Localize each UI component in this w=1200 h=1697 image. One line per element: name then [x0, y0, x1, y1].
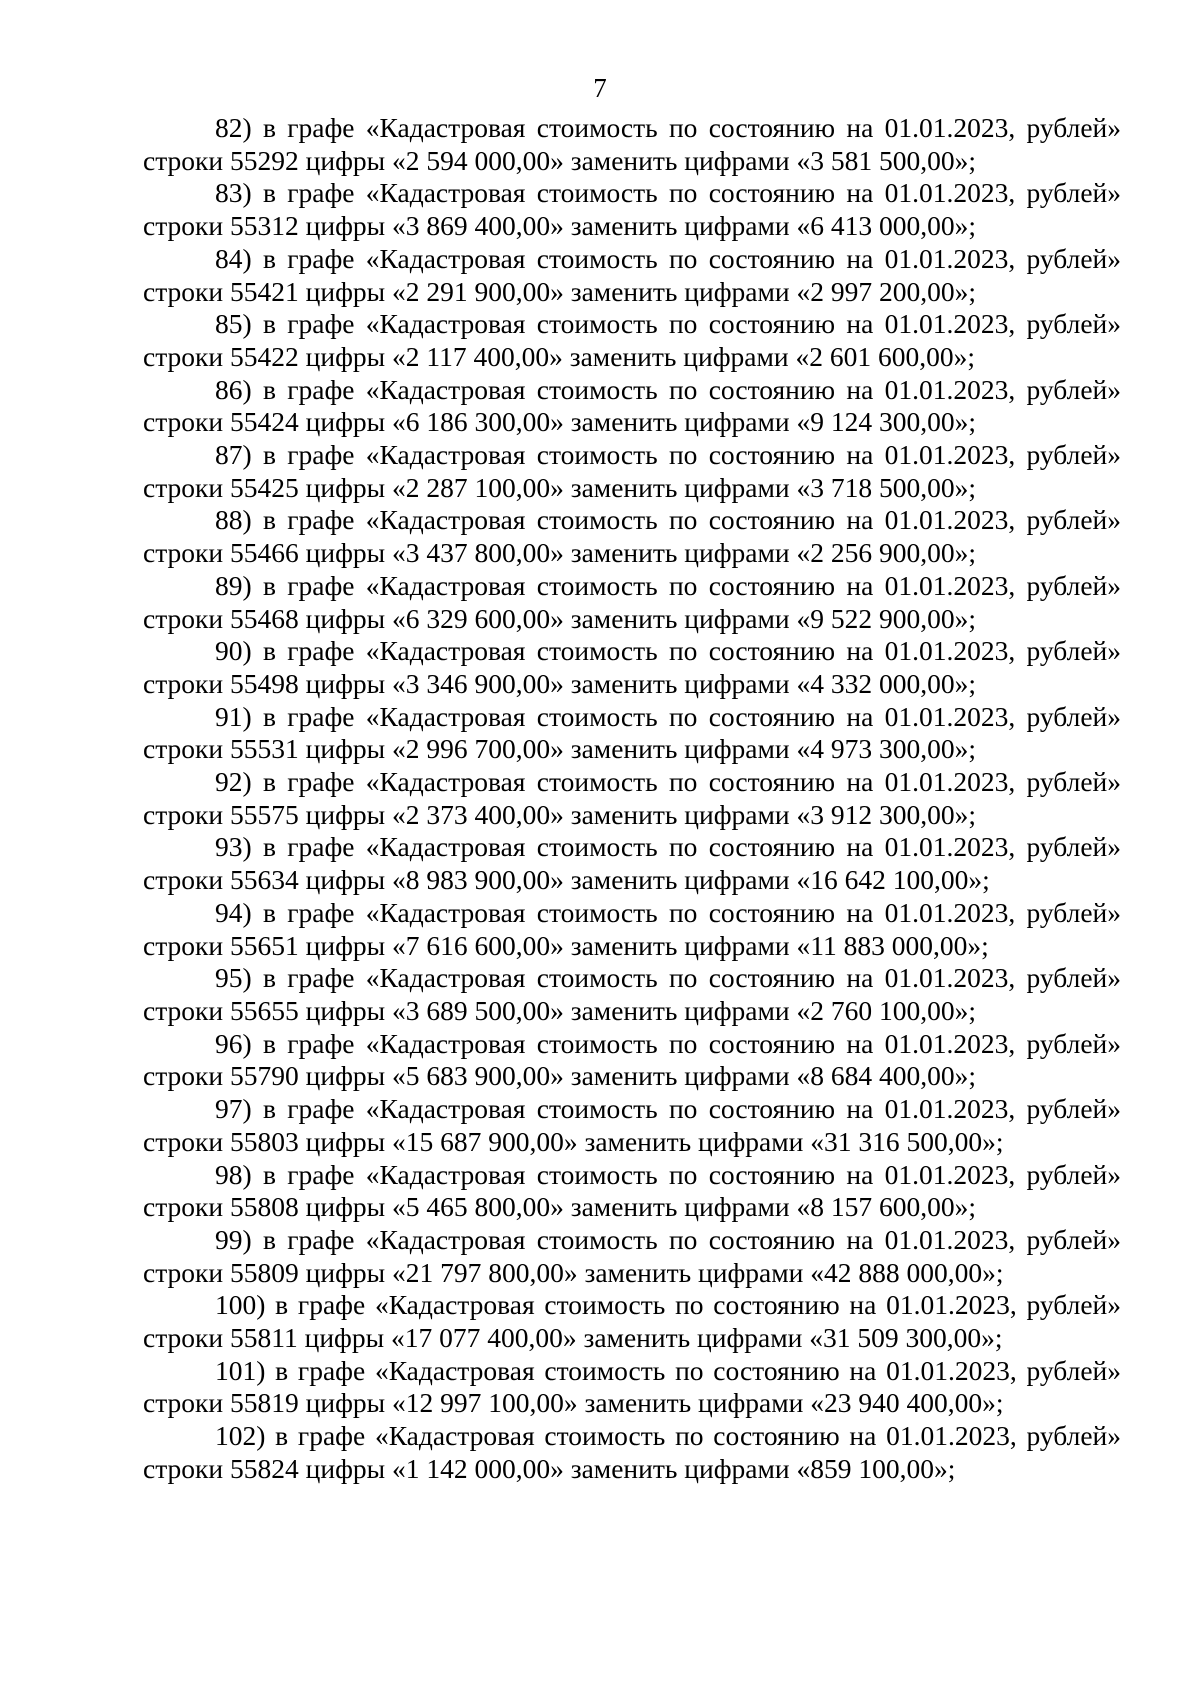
amendment-item: 88) в графе «Кадастровая стоимость по состоянию на 01.01.2023, рублей» строки 55466 цифры «3 437 800,00» заменить цифрами «2 256 900,00»; — [143, 504, 1121, 569]
amendment-item: 95) в графе «Кадастровая стоимость по состоянию на 01.01.2023, рублей» строки 55655 цифры «3 689 500,00» заменить цифрами «2 760 100,00»; — [143, 962, 1121, 1026]
amendment-item: 94) в графе «Кадастровая стоимость по состоянию на 01.01.2023, рублей» строки 55651 цифры «7 616 600,00» заменить цифрами «11 883 000,00»; — [143, 896, 1121, 961]
amendment-item: 92) в графе «Кадастровая стоимость по состоянию на 01.01.2023, рублей» строки 55575 цифры «2 373 400,00» заменить цифрами «3 912 300,00»; — [143, 766, 1121, 830]
amendment-item: 83) в графе «Кадастровая стоимость по состоянию на 01.01.2023, рублей» строки 55312 цифры «3 869 400,00» заменить цифрами «6 413 000,00»; — [143, 177, 1121, 242]
amendment-item: 85) в графе «Кадастровая стоимость по состоянию на 01.01.2023, рублей» строки 55422 цифры «2 117 400,00» заменить цифрами «2 601 600,00»; — [143, 308, 1121, 372]
amendment-item: 93) в графе «Кадастровая стоимость по состоянию на 01.01.2023, рублей» строки 55634 цифры «8 983 900,00» заменить цифрами «16 642 100,00»; — [143, 831, 1121, 896]
amendment-item: 90) в графе «Кадастровая стоимость по состоянию на 01.01.2023, рублей» строки 55498 цифры «3 346 900,00» заменить цифрами «4 332 000,00»; — [143, 635, 1121, 699]
amendment-item: 82) в графе «Кадастровая стоимость по состоянию на 01.01.2023, рублей» строки 55292 цифры «2 594 000,00» заменить цифрами «3 581 500,00»; — [143, 112, 1121, 176]
document-body — [143, 112, 1121, 1486]
amendment-item: 91) в графе «Кадастровая стоимость по состоянию на 01.01.2023, рублей» строки 55531 цифры «2 996 700,00» заменить цифрами «4 973 300,00»; — [143, 700, 1121, 765]
amendment-item: 89) в графе «Кадастровая стоимость по состоянию на 01.01.2023, рублей» строки 55468 цифры «6 329 600,00» заменить цифрами «9 522 900,00»; — [143, 569, 1121, 634]
amendment-item: 86) в графе «Кадастровая стоимость по состоянию на 01.01.2023, рублей» строки 55424 цифры «6 186 300,00» заменить цифрами «9 124 300,00»; — [143, 373, 1121, 438]
amendment-item: 96) в графе «Кадастровая стоимость по состоянию на 01.01.2023, рублей» строки 55790 цифры «5 683 900,00» заменить цифрами «8 684 400,00»; — [143, 1027, 1121, 1092]
amendment-item: 84) в графе «Кадастровая стоимость по состоянию на 01.01.2023, рублей» строки 55421 цифры «2 291 900,00» заменить цифрами «2 997 200,00»; — [143, 242, 1121, 307]
amendment-item: 97) в графе «Кадастровая стоимость по состоянию на 01.01.2023, рублей» строки 55803 цифры «15 687 900,00» заменить цифрами «31 316 500,00»; — [143, 1093, 1121, 1157]
page-number: 7 — [593, 73, 607, 103]
amendment-item: 98) в графе «Кадастровая стоимость по состоянию на 01.01.2023, рублей» строки 55808 цифры «5 465 800,00» заменить цифрами «8 157 600,00»; — [143, 1158, 1121, 1223]
amendment-item: 100) в графе «Кадастровая стоимость по состоянию на 01.01.2023, рублей» строки 55811 цифры «17 077 400,00» заменить цифрами «31 509 300,00»; — [143, 1289, 1121, 1354]
amendment-item: 87) в графе «Кадастровая стоимость по состоянию на 01.01.2023, рублей» строки 55425 цифры «2 287 100,00» заменить цифрами «3 718 500,00»; — [143, 439, 1121, 503]
amendment-item: 102) в графе «Кадастровая стоимость по состоянию на 01.01.2023, рублей» строки 55824 цифры «1 142 000,00» заменить цифрами «859 100,00»; — [143, 1420, 1121, 1484]
amendment-item: 99) в графе «Кадастровая стоимость по состоянию на 01.01.2023, рублей» строки 55809 цифры «21 797 800,00» заменить цифрами «42 888 000,00»; — [143, 1223, 1121, 1288]
amendment-item: 101) в графе «Кадастровая стоимость по состоянию на 01.01.2023, рублей» строки 55819 цифры «12 997 100,00» заменить цифрами «23 940 400,00»; — [143, 1354, 1121, 1419]
